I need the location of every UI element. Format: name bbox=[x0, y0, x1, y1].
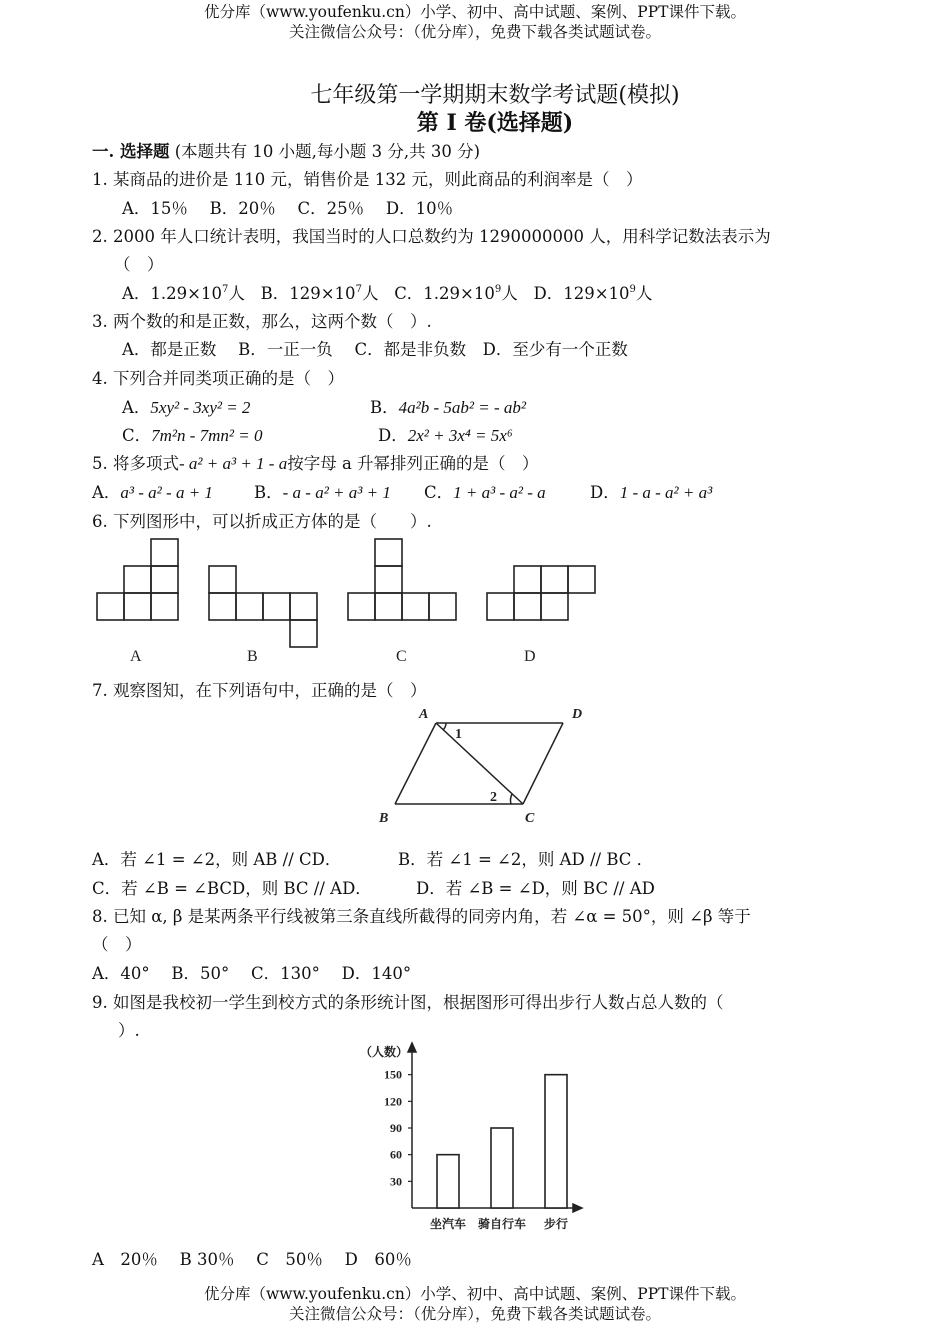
q7-stem: 7. 观察图知，在下列语句中，正确的是（ ） bbox=[92, 681, 427, 700]
q5-option-c: C．1 + a³ - a² - a bbox=[424, 483, 546, 502]
x-axis-arrow bbox=[573, 1204, 582, 1212]
net-label-b: B bbox=[247, 648, 258, 665]
bar-3 bbox=[545, 1075, 567, 1208]
q4-option-b: B．4a²b - 5ab² = - ab² bbox=[370, 398, 526, 417]
y-tick-label: 60 bbox=[390, 1147, 402, 1162]
q9-stem: 9. 如图是我校初一学生到校方式的条形统计图，根据图形可得出步行人数占总人数的（ bbox=[92, 993, 724, 1012]
vertex-c: C bbox=[525, 811, 535, 826]
q2-options bbox=[122, 280, 652, 304]
net-d bbox=[487, 566, 595, 620]
q6-stem: 6. 下列图形中，可以折成正方体的是（ ）. bbox=[92, 512, 432, 531]
q2-stem: 2. 2000 年人口统计表明，我国当时的人口总数约为 1290000000 人，用科学记数法表示为 bbox=[92, 227, 771, 246]
bar-2 bbox=[491, 1128, 513, 1208]
q9-bar-chart bbox=[350, 1036, 590, 1236]
category-label: 骑自行车 bbox=[477, 1217, 527, 1231]
q4-c-expression: 7m²n - 7mn² = 0 bbox=[151, 426, 263, 445]
q4-d-expression: 2x² + 3x⁴ = 5x⁶ bbox=[407, 426, 513, 445]
net-label-a: A bbox=[130, 648, 142, 665]
vertex-b: B bbox=[379, 811, 389, 826]
q5-option-b: B．- a - a² + a³ + 1 bbox=[254, 483, 391, 502]
net-c bbox=[348, 539, 456, 620]
footer-line-1: 优分库（www.youfenku.cn）小学、初中、高中试题、案例、PPT课件下载。 bbox=[203, 1285, 747, 1303]
vertex-a: A bbox=[419, 707, 429, 722]
bar-1 bbox=[437, 1155, 459, 1208]
footer-line-2: 关注微信公众号：（优分库），免费下载各类试题试卷。 bbox=[288, 1305, 661, 1323]
q2-option-a: A．$1.29\times 10^7$人 bbox=[122, 284, 245, 303]
q6-nets-figure bbox=[90, 536, 610, 668]
q2-option-d: D．$129\times 10^9$人 bbox=[533, 284, 653, 303]
q4-a-expression: 5xy² - 3xy² = 2 bbox=[150, 398, 251, 417]
section-heading bbox=[92, 138, 480, 162]
q8-stem: 8. 已知 α, β 是某两条平行线被第三条直线所截得的同旁内角，若 ∠α = 50°，则 ∠β 等于 bbox=[92, 907, 751, 926]
q4-option-d: D．2x² + 3x⁴ = 5x⁶ bbox=[378, 426, 513, 445]
q1-stem: 1. 某商品的进价是 110 元，销售价是 132 元，则此商品的利润率是（ ） bbox=[92, 170, 643, 189]
q7-option-c: C．若 ∠B = ∠BCD，则 BC // AD． bbox=[92, 879, 372, 898]
net-label-c: C bbox=[396, 648, 407, 665]
q3-stem: 3. 两个数的和是正数，那么，这两个数（ ）. bbox=[92, 312, 432, 331]
q8-paren: （ ） bbox=[92, 935, 142, 954]
y-axis-label: （人数） bbox=[360, 1045, 409, 1059]
net-a bbox=[97, 539, 178, 620]
q7-option-a: A．若 ∠1 = ∠2，则 AB // CD． bbox=[92, 850, 342, 869]
q4-stem: 4. 下列合并同类项正确的是（ ） bbox=[92, 369, 344, 388]
net-b bbox=[209, 566, 317, 647]
q9-stem-end: ）. bbox=[118, 1021, 140, 1040]
angle-1-label: 1 bbox=[455, 727, 462, 742]
net-label-d: D bbox=[524, 648, 536, 665]
y-axis-arrow bbox=[408, 1043, 416, 1052]
header-line-2: 关注微信公众号：（优分库），免费下载各类试题试卷。 bbox=[288, 23, 661, 41]
page-subtitle: 第 I 卷(选择题) bbox=[416, 110, 574, 136]
q4-b-expression: 4a²b - 5ab² = - ab² bbox=[398, 398, 526, 417]
y-tick-label: 120 bbox=[384, 1094, 402, 1109]
q2-paren: （ ） bbox=[114, 255, 164, 274]
y-tick-label: 30 bbox=[390, 1174, 402, 1189]
q2-option-c: C．$1.29\times 10^9$人 bbox=[394, 284, 518, 303]
q7-option-b: B．若 ∠1 = ∠2，则 AD // BC ． bbox=[398, 850, 654, 869]
q5-option-d: D．1 - a - a² + a³ bbox=[590, 483, 713, 502]
q1-options: A．15％ B．20％ C．25％ D．10％ bbox=[122, 199, 454, 218]
q4-option-a: A．5xy² - 3xy² = 2 bbox=[122, 398, 251, 417]
section-note: (本题共有 10 小题,每小题 3 分,共 30 分) bbox=[174, 142, 481, 161]
category-label: 坐汽车 bbox=[429, 1217, 467, 1231]
q4-option-c: C．7m²n - 7mn² = 0 bbox=[122, 426, 263, 445]
q5-option-a: A．a³ - a² - a + 1 bbox=[92, 483, 213, 502]
vertex-d: D bbox=[572, 707, 583, 722]
q3-options: A．都是正数 B．一正一负 C．都是非负数 D．至少有一个正数 bbox=[122, 340, 628, 359]
q2-option-b: B．$129\times 10^7$人 bbox=[260, 284, 379, 303]
y-tick-label: 90 bbox=[390, 1121, 402, 1135]
page-title: 七年级第一学期期末数学考试题(模拟) bbox=[310, 83, 680, 108]
q7-option-d: D．若 ∠B = ∠D，则 BC // AD bbox=[416, 879, 655, 898]
angle-2-label: 2 bbox=[490, 790, 497, 805]
q8-options: A．40° B．50° C．130° D．140° bbox=[92, 964, 412, 983]
q7-parallelogram-figure bbox=[368, 700, 598, 830]
y-tick-label: 150 bbox=[384, 1067, 402, 1082]
section-title: 一. 选择题 bbox=[92, 142, 170, 161]
q5-polynomial: - a² + a³ + 1 - a bbox=[179, 454, 288, 473]
header-line-1: 优分库（www.youfenku.cn）小学、初中、高中试题、案例、PPT课件下载。 bbox=[203, 3, 747, 21]
category-label: 步行 bbox=[543, 1217, 569, 1231]
q5-stem: 5. 将多项式- a² + a³ + 1 - a按字母 a 升幂排列正确的是（ ） bbox=[92, 454, 539, 473]
q9-options: A 20％ B 30％ C 50％ D 60％ bbox=[92, 1250, 412, 1269]
